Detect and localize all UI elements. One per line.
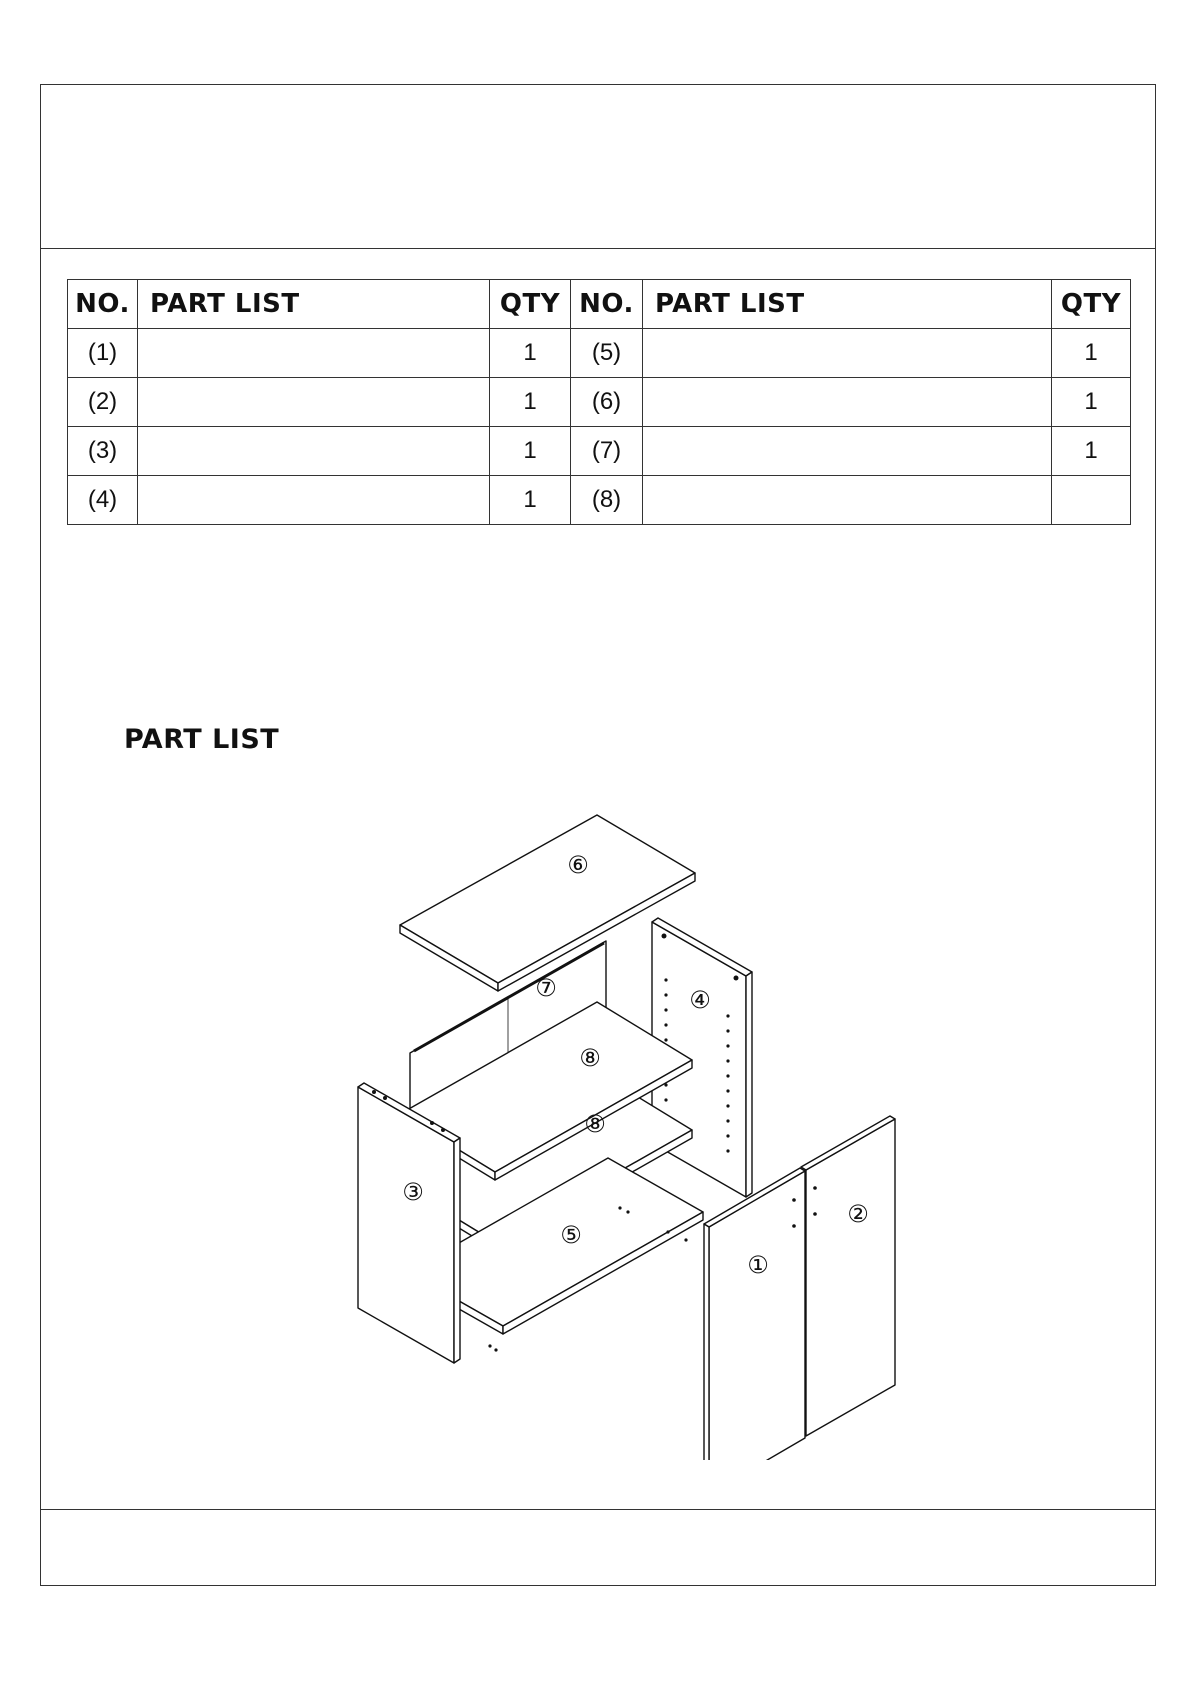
part-label-6: ⑥ — [567, 851, 589, 879]
header-no: NO. — [571, 280, 643, 329]
exploded-assembly-diagram — [340, 800, 920, 1460]
part-qty: 1 — [1052, 378, 1131, 427]
part-name — [138, 329, 490, 378]
table-header-row — [68, 280, 1131, 329]
part-label-4: ④ — [689, 986, 711, 1014]
part-qty: 1 — [1052, 427, 1131, 476]
part-qty: 1 — [1052, 329, 1131, 378]
part-name — [643, 329, 1052, 378]
table-row — [68, 476, 1131, 525]
part-qty: 1 — [490, 427, 571, 476]
part-number: (5) — [571, 329, 643, 378]
part-qty: 1 — [490, 476, 571, 525]
part-number: (6) — [571, 378, 643, 427]
part-label-8-lower: ⑧ — [584, 1110, 606, 1138]
part-name — [643, 427, 1052, 476]
table-row — [68, 378, 1131, 427]
part-qty — [1052, 476, 1131, 525]
part-name — [138, 378, 490, 427]
header-divider — [40, 248, 1156, 249]
header-qty: QTY — [1052, 280, 1131, 329]
part-number: (4) — [68, 476, 138, 525]
header-no: NO. — [68, 280, 138, 329]
part-label-2: ② — [847, 1200, 869, 1228]
section-title: PART LIST — [124, 724, 280, 755]
header-part-list: PART LIST — [138, 280, 490, 329]
part-label-7: ⑦ — [535, 974, 557, 1002]
header-qty: QTY — [490, 280, 571, 329]
footer-divider — [40, 1509, 1156, 1510]
part-number: (1) — [68, 329, 138, 378]
left-door — [704, 1168, 805, 1460]
part-number: (3) — [68, 427, 138, 476]
part-label-3: ③ — [402, 1178, 424, 1206]
header-part-list: PART LIST — [643, 280, 1052, 329]
part-name — [643, 378, 1052, 427]
part-label-5: ⑤ — [560, 1221, 582, 1249]
part-qty: 1 — [490, 378, 571, 427]
table-row — [68, 329, 1131, 378]
part-number: (7) — [571, 427, 643, 476]
part-label-1: ① — [747, 1251, 769, 1279]
part-number: (8) — [571, 476, 643, 525]
part-name — [643, 476, 1052, 525]
part-label-8-upper: ⑧ — [579, 1044, 601, 1072]
parts-table — [67, 279, 1131, 525]
part-qty: 1 — [490, 329, 571, 378]
top-panel — [400, 815, 695, 991]
right-door — [801, 1116, 895, 1436]
part-number: (2) — [68, 378, 138, 427]
table-row — [68, 427, 1131, 476]
part-name — [138, 476, 490, 525]
part-name — [138, 427, 490, 476]
